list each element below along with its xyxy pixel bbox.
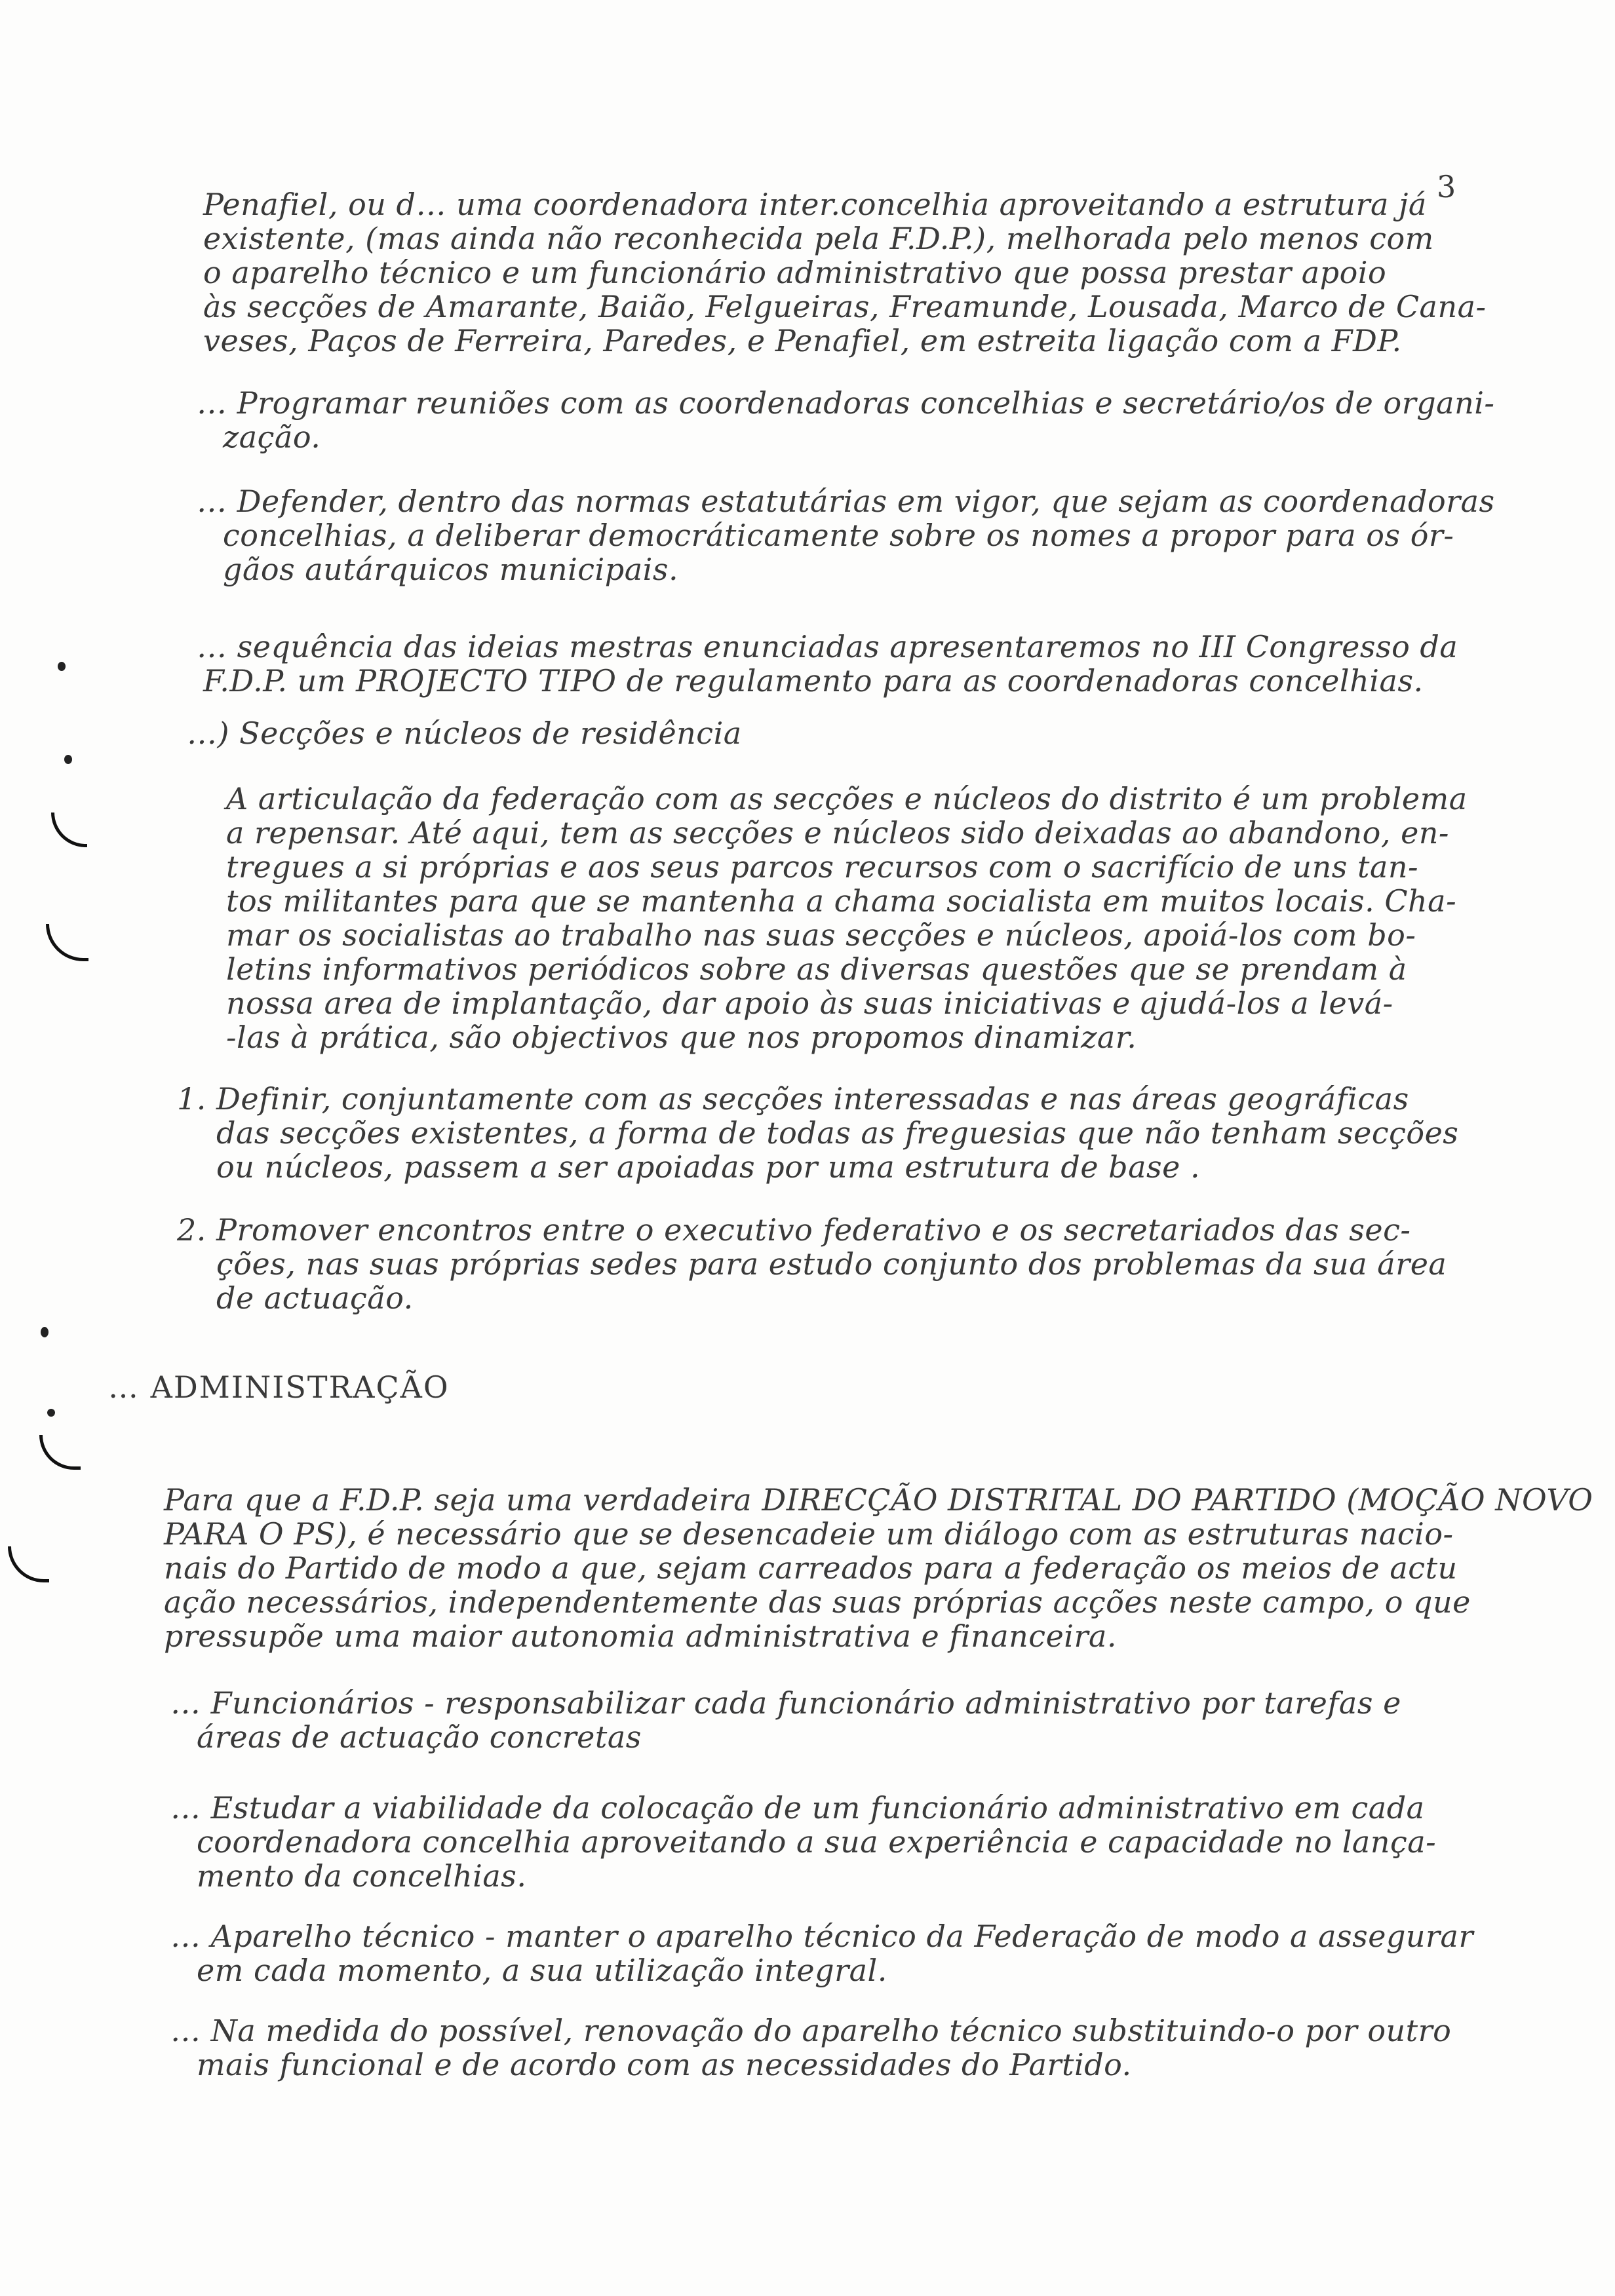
text-line: às secções de Amarante, Baião, Felgueiras, Freamunde, Lousada, Marco de Cana- <box>203 289 1487 324</box>
text-line: letins informativos periódicos sobre as diversas questões que se prendam à <box>226 951 1407 987</box>
text-line: … Aparelho técnico - manter o aparelho técnico da Federação de modo a assegurar <box>170 1919 1473 1954</box>
text-line: 2. Promover encontros entre o executivo federativo e os secretariados das sec- <box>177 1212 1411 1248</box>
text-line: nossa area de implantação, dar apoio às suas iniciativas e ajudá-los a levá- <box>226 985 1393 1021</box>
text-line: Para que a F.D.P. seja uma verdadeira DIRECÇÃO DISTRITAL DO PARTIDO (MOÇÃO NOVO <box>164 1482 1593 1518</box>
text-line: gãos autárquicos municipais. <box>223 552 679 587</box>
binder-hole-mark <box>64 755 72 764</box>
text-line: áreas de actuação concretas <box>197 1719 642 1755</box>
text-line: coordenadora concelhia aproveitando a sua experiência e capacidade no lança- <box>197 1824 1437 1860</box>
text-line: existente, (mas ainda não reconhecida pela F.D.P.), melhorada pelo menos com <box>203 221 1434 256</box>
binder-ring-mark <box>46 924 88 961</box>
text-line: … Funcionários - responsabilizar cada funcionário administrativo por tarefas e <box>170 1685 1401 1721</box>
text-line: … Estudar a viabilidade da colocação de um funcionário administrativo em cada <box>170 1790 1425 1826</box>
text-line: … Defender, dentro das normas estatutárias em vigor, que sejam as coordenadoras <box>197 484 1495 519</box>
text-line: pressupõe uma maior autonomia administrativa e financeira. <box>164 1618 1118 1654</box>
text-line: ou núcleos, passem a ser apoiadas por uma estrutura de base . <box>216 1149 1201 1185</box>
text-line: ação necessários, independentemente das suas próprias acções neste campo, o que <box>164 1584 1471 1620</box>
binder-hole-mark <box>47 1409 55 1417</box>
binder-ring-mark <box>8 1546 49 1582</box>
text-line: tos militantes para que se mantenha a chama socialista em muitos locais. Cha- <box>226 883 1457 919</box>
text-line: … Programar reuniões com as coordenadoras concelhias e secretário/os de organi- <box>197 385 1495 421</box>
text-line: F.D.P. um PROJECTO TIPO de regulamento para as coordenadoras concelhias. <box>203 663 1424 698</box>
binder-ring-mark <box>39 1435 81 1470</box>
text-line: -las à prática, são objectivos que nos propomos dinamizar. <box>226 1020 1137 1055</box>
text-line: a repensar. Até aqui, tem as secções e núcleos sido deixadas ao abandono, en- <box>226 815 1449 851</box>
text-line: 1. Definir, conjuntamente com as secções interessadas e nas áreas geográficas <box>177 1081 1409 1117</box>
page-number: 3 <box>1437 169 1456 204</box>
text-line: das secções existentes, a forma de todas as freguesias que não tenham secções <box>216 1115 1459 1151</box>
text-line: zação. <box>223 419 321 455</box>
text-line: ções, nas suas próprias sedes para estudo conjunto dos problemas da sua área <box>216 1246 1447 1282</box>
section-heading-administracao: … ADMINISTRAÇÃO <box>108 1369 450 1405</box>
text-line: de actuação. <box>216 1280 414 1316</box>
text-line: … sequência das ideias mestras enunciadas apresentaremos no III Congresso da <box>197 629 1458 664</box>
text-line: mais funcional e de acordo com as necessidades do Partido. <box>197 2047 1132 2082</box>
text-line: mento da concelhias. <box>197 1858 527 1894</box>
text-line: concelhias, a deliberar democráticamente sobre os nomes a propor para os ór- <box>223 518 1454 553</box>
text-line: nais do Partido de modo a que, sejam carreados para a federação os meios de actu <box>164 1550 1458 1586</box>
text-line: mar os socialistas ao trabalho nas suas secções e núcleos, apoiá-los com bo- <box>226 917 1416 953</box>
binder-ring-mark <box>51 813 87 847</box>
text-line: em cada momento, a sua utilização integral. <box>197 1953 887 1988</box>
section-heading-seccoes: …) Secções e núcleos de residência <box>187 716 742 751</box>
text-line: Penafiel, ou d… uma coordenadora inter.concelhia aproveitando a estrutura já <box>203 187 1427 222</box>
text-line: veses, Paços de Ferreira, Paredes, e Penafiel, em estreita ligação com a FDP. <box>203 323 1402 358</box>
text-line: PARA O PS), é necessário que se desencadeie um diálogo com as estruturas nacio- <box>164 1516 1454 1552</box>
binder-hole-mark <box>58 662 66 671</box>
text-line: o aparelho técnico e um funcionário administrativo que possa prestar apoio <box>203 255 1387 290</box>
text-line: tregues a si próprias e aos seus parcos recursos com o sacrifício de uns tan- <box>226 849 1419 885</box>
text-line: A articulação da federação com as secções e núcleos do distrito é um problema <box>226 781 1468 816</box>
binder-hole-mark <box>41 1327 49 1337</box>
text-line: … Na medida do possível, renovação do aparelho técnico substituindo-o por outro <box>170 2013 1452 2048</box>
